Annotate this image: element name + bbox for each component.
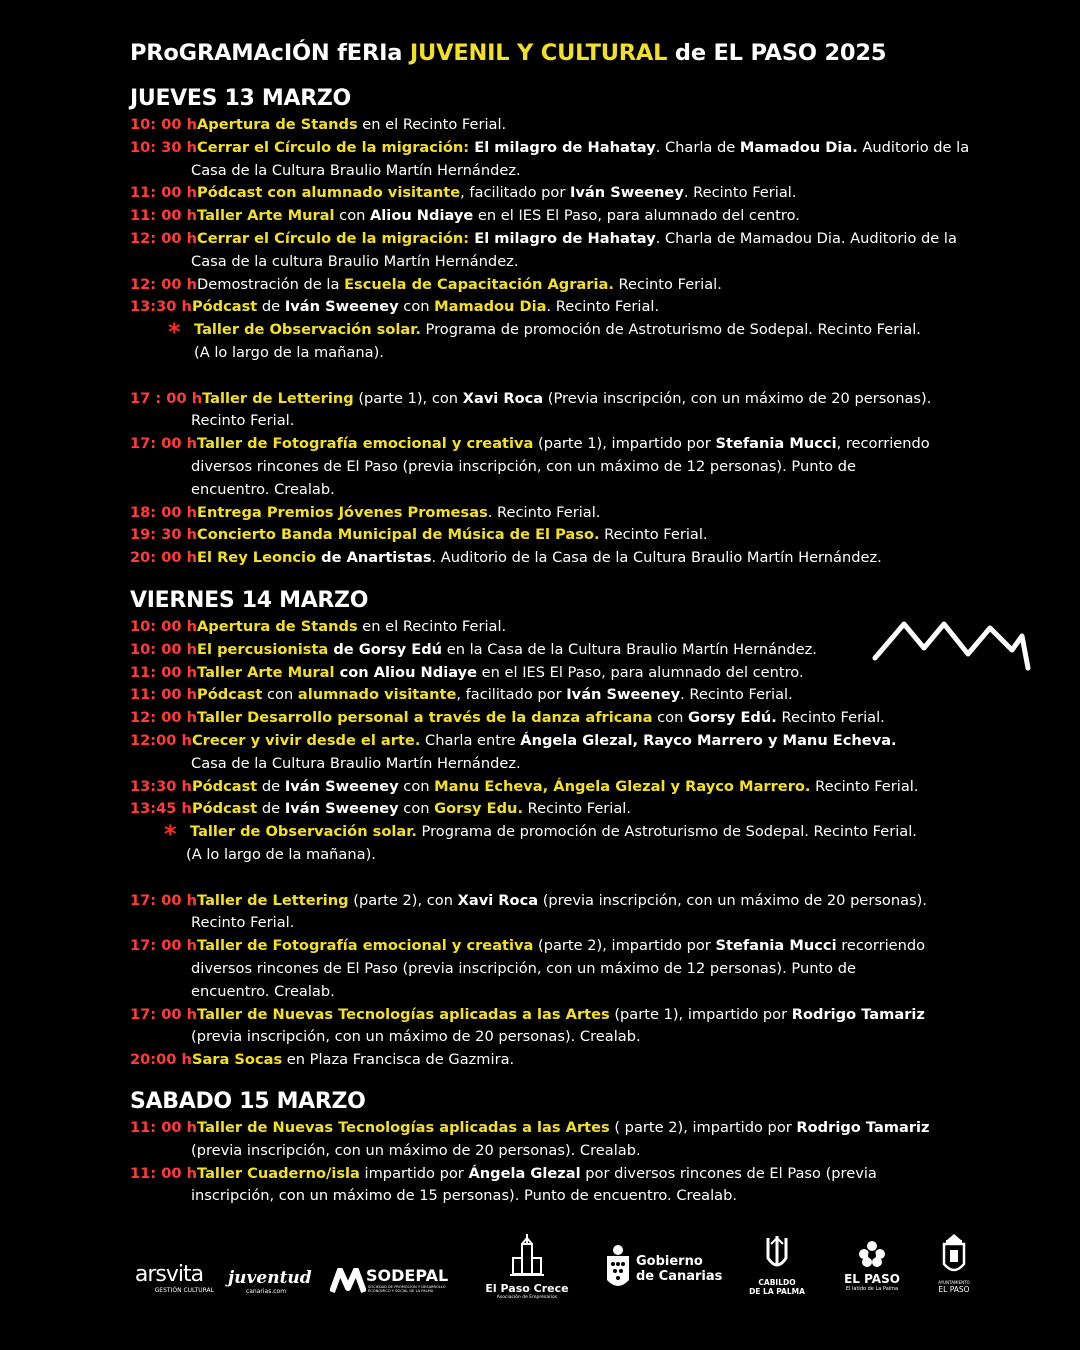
event-line <box>130 912 940 935</box>
day-heading: VIERNES 14 MARZO <box>130 588 369 613</box>
event-line <box>130 890 940 913</box>
event-time: 13:30 h <box>130 777 192 795</box>
schedule-event <box>130 1049 940 1072</box>
event-line <box>130 776 940 799</box>
event-text: . Charla de Mamadou Dia. Auditorio de la <box>655 230 957 247</box>
event-text: encuentro. Crealab. <box>191 982 335 1000</box>
event-text: Recinto Ferial. <box>810 777 919 795</box>
event-text: con <box>334 207 371 225</box>
event-line <box>130 844 940 867</box>
event-name: El milagro de Hahatay <box>469 138 656 156</box>
schedule-event <box>130 502 940 525</box>
event-highlight: Taller Cuaderno/isla <box>197 1164 360 1182</box>
event-text: diversos rincones de El Paso (previa inscripción, con un máximo de 12 personas). Punto de <box>191 457 856 475</box>
event-time: 12: 00 h <box>130 709 198 727</box>
event-highlight: Cerrar el Círculo de la migración: <box>197 138 470 156</box>
event-highlight: Taller Desarrollo personal a través de la danza africana <box>197 709 653 727</box>
ayuntamiento-el-paso-logo: AYUNTAMIENTO EL PASO <box>932 1232 976 1294</box>
event-highlight: Cerrar el Círculo de la migración: <box>197 230 470 247</box>
event-line <box>130 456 940 479</box>
event-highlight: Concierto Banda Municipal de Música de El Paso. <box>197 526 600 544</box>
juventud-logo: juventud canarias.com <box>228 1268 312 1295</box>
day-heading: SABADO 15 MARZO <box>130 1089 366 1114</box>
event-time: 17: 00 h <box>130 435 198 453</box>
event-text: Recinto Ferial. <box>191 412 295 430</box>
event-name: Aliou Ndiaye <box>370 207 474 225</box>
event-time: 13:45 h <box>130 800 192 818</box>
event-text: en el Recinto Ferial. <box>357 618 507 635</box>
event-text: en Plaza Francisca de Gazmira. <box>282 1051 515 1069</box>
event-time: 12: 00 h <box>130 230 198 247</box>
event-text: en el IES El Paso, para alumnado del centro. <box>477 663 804 681</box>
event-text: (A lo largo de la mañana). <box>186 845 376 863</box>
event-time: 13:30 h <box>130 298 192 316</box>
event-text: Casa de la Cultura Braulio Martín Hernández. <box>191 754 521 772</box>
event-line <box>130 160 940 183</box>
event-line <box>130 798 940 821</box>
event-highlight: Taller de Nuevas Tecnologías aplicadas a las Artes <box>197 1005 610 1023</box>
event-time: 10: 30 h <box>130 138 198 156</box>
event-text: Charla entre <box>420 732 521 749</box>
cabildo-icon <box>762 1234 792 1274</box>
event-text: impartido por <box>359 1164 469 1182</box>
el-paso-logo: EL PASO El latido de La Palma <box>838 1240 906 1292</box>
event-highlight: Pódcast con alumnado visitante <box>197 184 461 202</box>
event-line <box>130 753 940 776</box>
schedule-event <box>130 798 940 821</box>
event-text: . Recinto Ferial. <box>680 686 793 704</box>
schedule-event <box>130 707 940 730</box>
event-text: . Charla de <box>655 138 740 156</box>
event-line <box>130 1163 940 1186</box>
schedule-event <box>130 137 970 183</box>
event-line <box>130 707 940 730</box>
event-name: Ángela Glezal <box>468 1164 581 1182</box>
event-name: de Anartistas <box>316 549 432 567</box>
schedule-event <box>130 684 940 707</box>
event-text: (Previa inscripción, con un máximo de 20 personas). <box>543 389 932 407</box>
event-text: Programa de promoción de Astroturismo de Sodepal. Recinto Ferial. <box>420 321 921 339</box>
event-line <box>130 228 957 251</box>
event-highlight: Manu Echeva, Ángela Glezal y Rayco Marrero. <box>434 777 811 795</box>
event-highlight: Taller de Fotografía emocional y creativa <box>197 435 534 453</box>
event-line <box>130 388 940 411</box>
event-line <box>130 820 940 849</box>
sodepal-icon <box>330 1268 366 1294</box>
schedule-event <box>130 1163 940 1209</box>
event-name: Rodrigo Tamariz <box>791 1005 925 1023</box>
event-name: Ángela Glezal, Rayco Marrero y Manu Echeva. <box>520 732 897 749</box>
event-line <box>130 639 940 662</box>
event-name: Iván Sweeney <box>566 686 681 704</box>
schedule-event <box>130 547 940 570</box>
event-text: con <box>398 777 435 795</box>
event-highlight: El Rey Leoncio <box>197 549 317 567</box>
schedule-event <box>130 662 940 685</box>
event-time: 20: 00 h <box>130 549 198 567</box>
event-highlight: El percusionista <box>197 640 329 658</box>
event-text: (previa inscripción, con un máximo de 20 personas). Crealab. <box>191 1141 641 1159</box>
event-line <box>130 479 940 502</box>
event-line <box>130 296 940 319</box>
schedule-event <box>130 524 940 547</box>
event-highlight: Taller Arte Mural <box>197 207 335 225</box>
event-line <box>130 981 940 1004</box>
title-highlight: JUVENIL Y CULTURAL <box>409 40 668 66</box>
event-text: con <box>398 298 435 316</box>
event-highlight: Taller de Lettering <box>197 891 349 909</box>
day-heading: JUEVES 13 MARZO <box>130 86 351 111</box>
event-line <box>130 1004 940 1027</box>
event-name: Mamadou Dia. <box>739 138 858 156</box>
page-title <box>130 40 886 66</box>
event-time: 17: 00 h <box>130 937 198 955</box>
event-line <box>130 1049 940 1072</box>
event-text: , facilitado por <box>460 184 570 202</box>
event-name: Iván Sweeney <box>284 298 399 316</box>
event-line <box>130 182 940 205</box>
event-line <box>130 318 940 347</box>
event-highlight: Taller de Nuevas Tecnologías aplicadas a las Artes <box>197 1119 610 1136</box>
event-text: con <box>262 686 298 704</box>
event-text: por diversos rincones de El Paso (previa <box>580 1164 877 1182</box>
event-text: en el Recinto Ferial. <box>357 116 507 133</box>
event-text: en la Casa de la Cultura Braulio Martín Hernández. <box>442 640 817 658</box>
church-icon <box>510 1234 544 1278</box>
event-time: 11: 00 h <box>130 1119 198 1136</box>
event-line <box>130 1026 940 1049</box>
event-time: 11: 00 h <box>130 1164 198 1182</box>
event-line <box>130 616 940 639</box>
event-text: Programa de promoción de Astroturismo de Sodepal. Recinto Ferial. <box>416 823 917 841</box>
event-text: inscripción, con un máximo de 15 personas). Punto de encuentro. Crealab. <box>191 1187 738 1205</box>
event-time: 17: 00 h <box>130 1005 198 1023</box>
event-text: de <box>257 800 285 818</box>
event-time: 12: 00 h <box>130 275 198 293</box>
event-name: El milagro de Hahatay <box>469 230 656 247</box>
event-text: Casa de la cultura Braulio Martín Hernández. <box>191 252 519 270</box>
event-time: 17: 00 h <box>130 891 198 909</box>
schedule-event <box>130 1117 940 1163</box>
event-text: Recinto Ferial. <box>523 800 631 818</box>
event-time: 19: 30 h <box>130 526 198 544</box>
event-name: Xavi Roca <box>457 891 539 909</box>
event-line <box>130 342 940 365</box>
event-text: . Recinto Ferial. <box>546 298 660 316</box>
event-highlight: Sara Socas <box>191 1051 283 1069</box>
event-time: 10: 00 h <box>130 116 198 133</box>
asterisk-icon: * <box>164 820 177 849</box>
event-text: . Auditorio de la Casa de la Cultura Braulio Martín Hernández. <box>431 549 882 567</box>
event-text: con <box>652 709 688 727</box>
arsvita-logo: arsvita GESTIÓN CULTURAL <box>134 1262 214 1294</box>
schedule-event <box>130 274 940 297</box>
sodepal-logo: SODEPAL SOCIEDAD DE PROMOCIÓN Y DESARROLLO ECONÓMICO Y SOCIAL DE LA PALMA <box>330 1266 460 1293</box>
event-line <box>130 958 940 981</box>
event-text: recorriendo <box>836 937 926 955</box>
event-text: (parte 2), con <box>348 891 458 909</box>
event-line <box>130 251 940 274</box>
event-name: de Gorsy Edú <box>328 640 443 658</box>
event-time: 10: 00 h <box>130 640 198 658</box>
event-time: 11: 00 h <box>130 663 198 681</box>
event-highlight: Taller de Lettering <box>202 389 354 407</box>
event-text: , recorriendo <box>836 435 930 453</box>
event-text: Recinto Ferial. <box>599 526 708 544</box>
event-text: Casa de la Cultura Braulio Martín Hernández. <box>191 161 521 179</box>
event-line <box>130 684 940 707</box>
event-text: encuentro. Crealab. <box>191 480 335 498</box>
event-text: Recinto Ferial. <box>776 709 885 727</box>
event-time: 11: 00 h <box>130 207 198 225</box>
schedule-event <box>130 730 940 776</box>
schedule-event <box>130 935 940 1003</box>
event-text: (previa inscripción, con un máximo de 20 personas). Crealab. <box>191 1028 641 1046</box>
event-line <box>130 410 940 433</box>
schedule-event <box>130 205 940 228</box>
event-line <box>130 1117 940 1140</box>
event-highlight: Entrega Premios Jóvenes Promesas <box>197 503 488 521</box>
event-text: con <box>398 800 435 818</box>
event-name: Xavi Roca <box>462 389 544 407</box>
event-line <box>130 935 940 958</box>
event-line <box>130 114 940 137</box>
event-text: Recinto Ferial. <box>191 914 295 932</box>
event-text: (A lo largo de la mañana). <box>194 343 384 361</box>
schedule-event <box>130 639 940 662</box>
event-highlight: Mamadou Dia <box>434 298 547 316</box>
schedule-event <box>130 1004 940 1050</box>
schedule-event <box>130 616 940 639</box>
event-time: 11: 00 h <box>130 686 198 704</box>
event-name: Iván Sweeney <box>284 777 399 795</box>
schedule-event <box>130 821 940 867</box>
event-highlight: Apertura de Stands <box>197 618 358 635</box>
event-text: de <box>257 298 285 316</box>
event-text: . Recinto Ferial. <box>487 503 601 521</box>
event-highlight: Taller Arte Mural <box>197 663 335 681</box>
event-highlight: Pódcast <box>191 298 258 316</box>
event-highlight: Pódcast <box>191 800 258 818</box>
flower-icon <box>857 1240 887 1268</box>
cabildo-la-palma-logo: CABILDO DE LA PALMA <box>746 1234 808 1296</box>
event-highlight: Escuela de Capacitación Agraria. <box>344 275 614 293</box>
event-line <box>130 524 940 547</box>
gobierno-canarias-logo: Gobierno de Canarias <box>604 1244 720 1284</box>
event-name: con Aliou Ndiaye <box>334 663 478 681</box>
schedule-event <box>130 890 940 936</box>
event-line <box>130 502 940 525</box>
event-text: (parte 1), impartido por <box>609 1005 792 1023</box>
event-name: Rodrigo Tamariz <box>796 1119 930 1136</box>
schedule-event <box>130 776 940 799</box>
title-part1: PRoGRAMAcIÓN fERIa <box>130 40 410 66</box>
event-time: 20:00 h <box>130 1051 192 1069</box>
event-name: Stefania Mucci <box>715 937 837 955</box>
schedule-event <box>130 319 940 365</box>
mountain-wave-icon <box>872 618 1032 676</box>
event-highlight: Pódcast <box>197 686 263 704</box>
event-text: . Recinto Ferial. <box>683 184 797 202</box>
event-highlight: Taller de Observación solar. <box>190 823 417 841</box>
schedule-event <box>130 433 940 501</box>
event-name: Iván Sweeney <box>284 800 399 818</box>
event-text: en el IES El Paso, para alumnado del centro. <box>473 207 800 225</box>
event-text: Recinto Ferial. <box>613 275 722 293</box>
event-text: (parte 2), impartido por <box>533 937 716 955</box>
schedule-event <box>130 114 940 137</box>
event-text: (parte 1), con <box>353 389 463 407</box>
event-text: diversos rincones de El Paso (previa inscripción, con un máximo de 12 personas). Punto de <box>191 959 856 977</box>
event-time: 12:00 h <box>130 732 192 749</box>
event-text: Auditorio de la <box>857 138 970 156</box>
event-line <box>130 274 940 297</box>
event-time: 18: 00 h <box>130 503 198 521</box>
event-line <box>130 662 940 685</box>
event-time: 10: 00 h <box>130 618 198 635</box>
event-line <box>130 1140 940 1163</box>
event-name: Iván Sweeney <box>569 184 684 202</box>
event-time: 11: 00 h <box>130 184 198 202</box>
event-text: ( parte 2), impartido por <box>609 1119 797 1136</box>
event-time: 17 : 00 h <box>130 389 203 407</box>
event-line <box>130 547 940 570</box>
event-line <box>130 730 940 753</box>
event-highlight: Apertura de Stands <box>197 116 358 133</box>
event-text: , facilitado por <box>456 686 567 704</box>
event-text: Demostración de la <box>197 275 345 293</box>
title-part2: de EL PASO 2025 <box>667 40 887 66</box>
event-text: (previa inscripción, con un máximo de 20 personas). <box>538 891 927 909</box>
schedule-event <box>130 296 940 319</box>
schedule-event <box>130 228 957 274</box>
schedule-event <box>130 182 940 205</box>
el-paso-crece-logo: El Paso Crece Asociación de Empresarios <box>482 1234 572 1300</box>
asterisk-icon: * <box>168 318 181 347</box>
coat-of-arms-icon <box>604 1244 632 1294</box>
event-line <box>130 433 940 456</box>
event-text: de <box>257 777 285 795</box>
event-highlight: Crecer y vivir desde el arte. <box>191 732 421 749</box>
sponsor-logos <box>120 1228 980 1308</box>
event-highlight: alumnado visitante <box>297 686 457 704</box>
event-name: Stefania Mucci <box>715 435 837 453</box>
event-highlight: Gorsy Edu. <box>434 800 523 818</box>
event-highlight: Taller de Observación solar. <box>194 321 421 339</box>
schedule-event <box>130 388 940 434</box>
event-name: Gorsy Edú. <box>687 709 777 727</box>
event-text: (parte 1), impartido por <box>533 435 716 453</box>
ayuntamiento-crest-icon <box>941 1232 967 1276</box>
event-line <box>130 1185 940 1208</box>
event-line <box>130 205 940 228</box>
event-highlight: Taller de Fotografía emocional y creativa <box>197 937 534 955</box>
event-highlight: Pódcast <box>191 777 258 795</box>
event-line <box>130 137 970 160</box>
